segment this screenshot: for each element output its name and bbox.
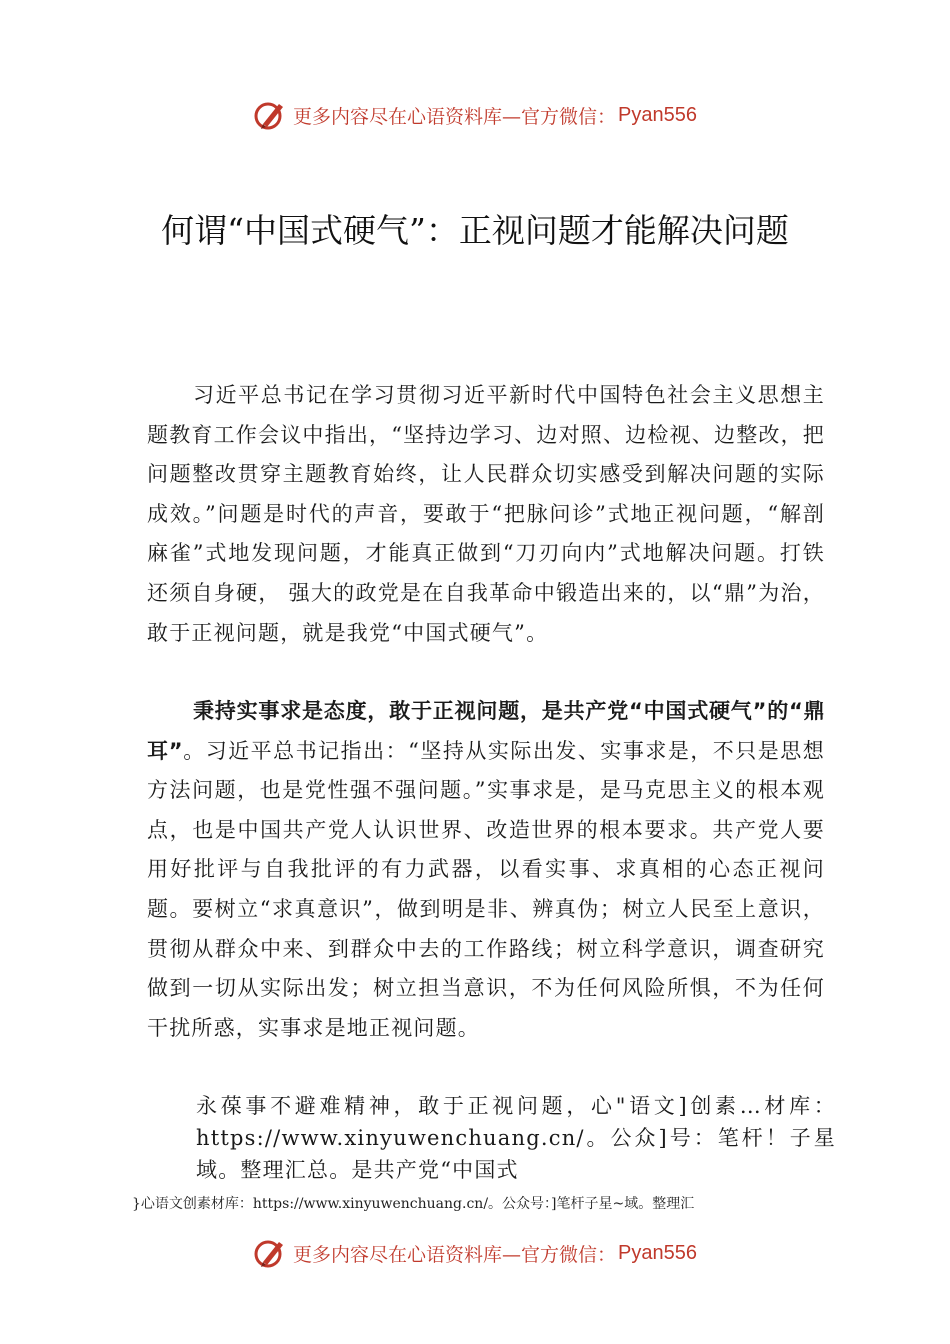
header-banner [0,95,950,135]
header-text: 更多内容尽在心语资料库—官方微信： [293,105,617,128]
paragraph-2-lead: 秉持实事求是态度，敢于正视问题，是共产党“中国式硬气”的“鼎耳” [147,699,825,763]
paragraph-2 [147,692,825,1048]
header-wechat-id: Pyan556 [618,103,697,126]
footer-banner [0,1233,950,1273]
footer-wechat-id: Pyan556 [618,1241,697,1264]
paragraph-2-body: 。习近平总书记指出：“坚持从实际出发、实事求是，不只是思想方法问题，也是党性强不强问题。”实事求是，是马克思主义的根本观点，也是中国共产党人认识世界、改造世界的根本要求。共产党人要用好批评与自我批评的有力武器，以看实事、求真相的心态正视问题。要树立“求真意识”，做到明是非、辨真伪；树立人民至上意识，贯彻从群众中来、到群众中去的工作路线；树立科学意识，调查研究做到一切从实际出发；树立担当意识，不为任何风险所惧，不为任何干扰所惑，实事求是地正视问题。 [147,738,825,1040]
paragraph-1: 习近平总书记在学习贯彻习近平新时代中国特色社会主义思想主题教育工作会议中指出，“坚持边学习、边对照、边检视、边整改，把问题整改贯穿主题教育始终，让人民群众切实感受到解决问题的实际成效。”问题是时代的声音，要敢于“把脉问诊”式地正视问题，“解剖麻雀”式地发现问题，才能真正做到“刀刃向内”式地解决问题。打铁还须自身硬， 强大的政党是在自我革命中锻造出来的，以“鼎”为治，敢于正视问题，就是我党“中国式硬气”。 [147,383,825,645]
footer-text: 更多内容尽在心语资料库—官方微信： [293,1243,617,1266]
pen-logo-icon [253,1236,287,1270]
page-title: 何谓“中国式硬气”：正视问题才能解决问题 [161,211,789,250]
footnote: }心语文创素材库：https://www.xinyuwenchuang.cn/。公众号：]笔杆子星~域。整理汇 [132,1196,695,1212]
paragraph-3: 永葆事不避难精神，敢于正视问题，心"语文]创素…材库：https://www.xinyuwenchuang.cn/。公众]号：笔杆！子星域。整理汇总。是共产党“中国式 [196,1094,836,1182]
pen-logo-icon [253,98,287,132]
